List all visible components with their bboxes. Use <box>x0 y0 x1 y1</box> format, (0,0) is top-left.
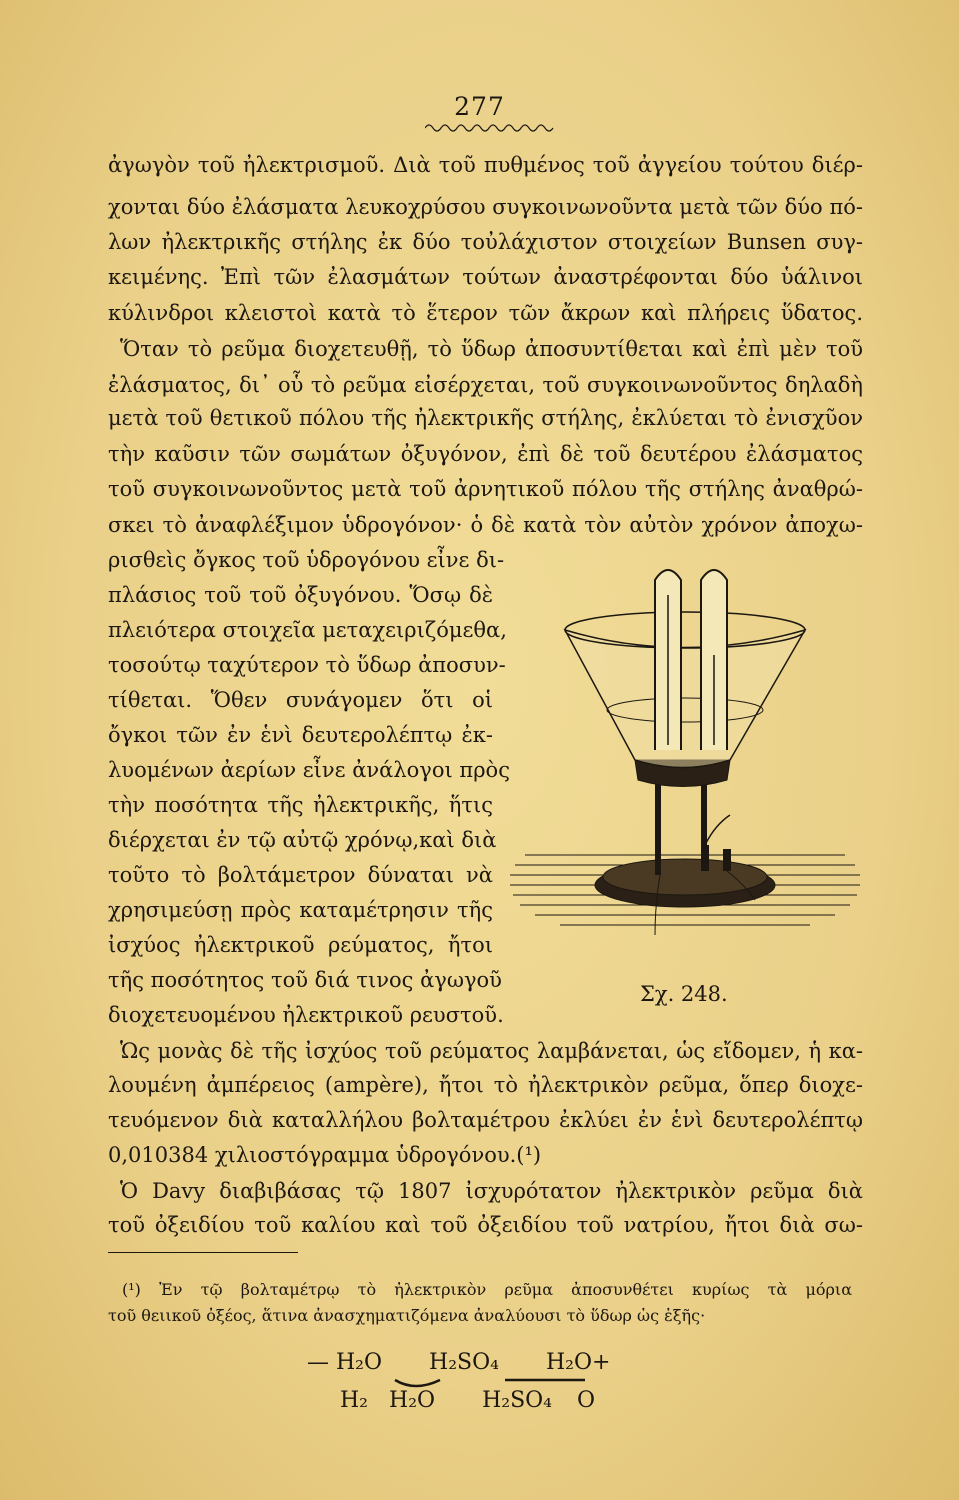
body-line: τευόμενον διὰ καταλλήλου βολταμέτρου ἐκλύει ἐν ἑνὶ δευτερολέπτῳ <box>108 1108 863 1132</box>
narrow-line: ἰσχύος ἠλεκτρικοῦ ρεύματος, ἤτοι <box>108 933 493 957</box>
footnote-rule <box>108 1252 298 1253</box>
narrow-line: διέρχεται ἐν τῷ αὐτῷ χρόνῳ,καὶ διὰ <box>108 828 497 852</box>
narrow-line: χρησιμεύσῃ πρὸς καταμέτρησιν τῆς <box>108 898 493 922</box>
narrow-line: ὄγκοι τῶν ἐν ἑνὶ δευτερολέπτῳ ἐκ- <box>108 723 493 747</box>
narrow-line: πλάσιος τοῦ τοῦ ὀξυγόνου. Ὅσῳ δὲ <box>108 583 493 607</box>
page-number: 277 <box>454 92 505 121</box>
body-line: τοῦ συγκοινωνοῦντος μετὰ τοῦ ἀρνητικοῦ πόλου τῆς στήλης ἀναθρώ- <box>108 477 863 501</box>
narrow-line: ρισθεὶς ὄγκος τοῦ ὑδρογόνου εἶνε δι- <box>108 548 505 572</box>
narrow-line: πλειότερα στοιχεῖα μεταχειριζόμεθα, <box>108 618 507 642</box>
body-line: σκει τὸ ἀναφλέξιμον ὑδρογόνον· ὁ δὲ κατὰ τὸν αὐτὸν χρόνον ἀποχω- <box>108 513 863 537</box>
formula-term: H₂O <box>389 1388 436 1413</box>
formula-term: — H₂O <box>307 1350 383 1375</box>
wavy-ornament <box>425 122 555 134</box>
formula-term: H₂O+ <box>545 1350 611 1375</box>
body-line: λουμένη ἀμπέρειος (ampère), ἤτοι τὸ ἠλεκτρικὸν ρεῦμα, ὅπερ διοχε- <box>108 1073 863 1097</box>
body-line: Ὡς μονὰς δὲ τῆς ἰσχύος τοῦ ρεύματος λαμβάνεται, ὡς εἴδομεν, ἡ κα- <box>120 1039 863 1063</box>
narrow-line: τοῦτο τὸ βολτάμετρον δύναται νὰ <box>108 863 493 887</box>
body-line: χονται δύο ἐλάσματα λευκοχρύσου συγκοινωνοῦντα μετὰ τῶν δύο πό- <box>108 195 863 219</box>
narrow-line: διοχετευομένου ἠλεκτρικοῦ ρευστοῦ. <box>108 1003 504 1027</box>
narrow-line: τίθεται. Ὅθεν συνάγομεν ὅτι οἱ <box>108 688 493 712</box>
body-line: τὴν καῦσιν τῶν σωμάτων ὀξυγόνον, ἐπὶ δὲ τοῦ δευτέρου ἐλάσματος <box>108 442 863 466</box>
footnote-line: (¹) Ἐν τῷ βολταμέτρῳ τὸ ἠλεκτρικὸν ρεῦμα ἀποσυνθέτει κυρίως τὰ μόρια <box>122 1280 852 1299</box>
formula-term: O <box>577 1388 596 1413</box>
body-line: 0,010384 χιλιοστόγραμμα ὑδρογόνου.(¹) <box>108 1143 542 1167</box>
body-line: ἀγωγὸν τοῦ ἠλεκτρισμοῦ. Διὰ τοῦ πυθμένος τοῦ ἀγγείου τούτου διέρ- <box>108 153 863 177</box>
formula-row-1 <box>307 1350 610 1375</box>
body-line: Ὅταν τὸ ρεῦμα διοχετευθῇ, τὸ ὕδωρ ἀποσυντίθεται καὶ ἐπὶ μὲν τοῦ <box>120 337 863 361</box>
body-line: λων ἠλεκτρικῆς στήλης ἐκ δύο τοὐλάχιστον στοιχείων Bunsen συγ- <box>108 230 863 254</box>
narrow-line: τὴν ποσότητα τῆς ἠλεκτρικῆς, ἥτις <box>108 793 493 817</box>
formula-term: H₂SO₄ <box>429 1350 499 1375</box>
body-line: Ὁ Davy διαβιβάσας τῷ 1807 ἰσχυρότατον ἠλεκτρικὸν ρεῦμα διὰ <box>120 1179 863 1203</box>
body-line: κειμένης. Ἐπὶ τῶν ἐλασμάτων τούτων ἀναστρέφονται δύο ὑάλινοι <box>108 265 863 289</box>
body-line: ἐλάσματος, δι᾽ οὗ τὸ ρεῦμα εἰσέρχεται, τοῦ συγκοινωνοῦντος δηλαδὴ <box>108 373 863 397</box>
voltameter-illustration <box>505 555 865 955</box>
formula-term: H₂SO₄ <box>482 1388 552 1413</box>
body-line: κύλινδροι κλειστοὶ κατὰ τὸ ἕτερον τῶν ἄκρων καὶ πλήρεις ὕδατος. <box>108 301 863 325</box>
body-line: μετὰ τοῦ θετικοῦ πόλου τῆς ἠλεκτρικῆς στήλης, ἐκλύεται τὸ ἐνισχῦον <box>108 406 863 430</box>
formula-row-2 <box>340 1388 595 1413</box>
narrow-line: τῆς ποσότητος τοῦ διά τινος ἀγωγοῦ <box>108 968 502 992</box>
figure-caption: Σχ. 248. <box>640 982 728 1006</box>
narrow-line: τοσούτῳ ταχύτερον τὸ ὕδωρ ἀποσυν- <box>108 653 506 677</box>
body-line: τοῦ ὀξειδίου τοῦ καλίου καὶ τοῦ ὀξειδίου τοῦ νατρίου, ἤτοι διὰ σω- <box>108 1213 863 1237</box>
formula-term: H₂ <box>340 1388 369 1413</box>
footnote-line: τοῦ θειικοῦ ὀξέος, ἅτινα ἀνασχηματιζόμενα ἀναλύουσι τὸ ὕδωρ ὡς ἑξῆς· <box>108 1306 706 1325</box>
narrow-line: λυομένων ἀερίων εἶνε ἀνάλογοι πρὸς <box>108 758 510 782</box>
